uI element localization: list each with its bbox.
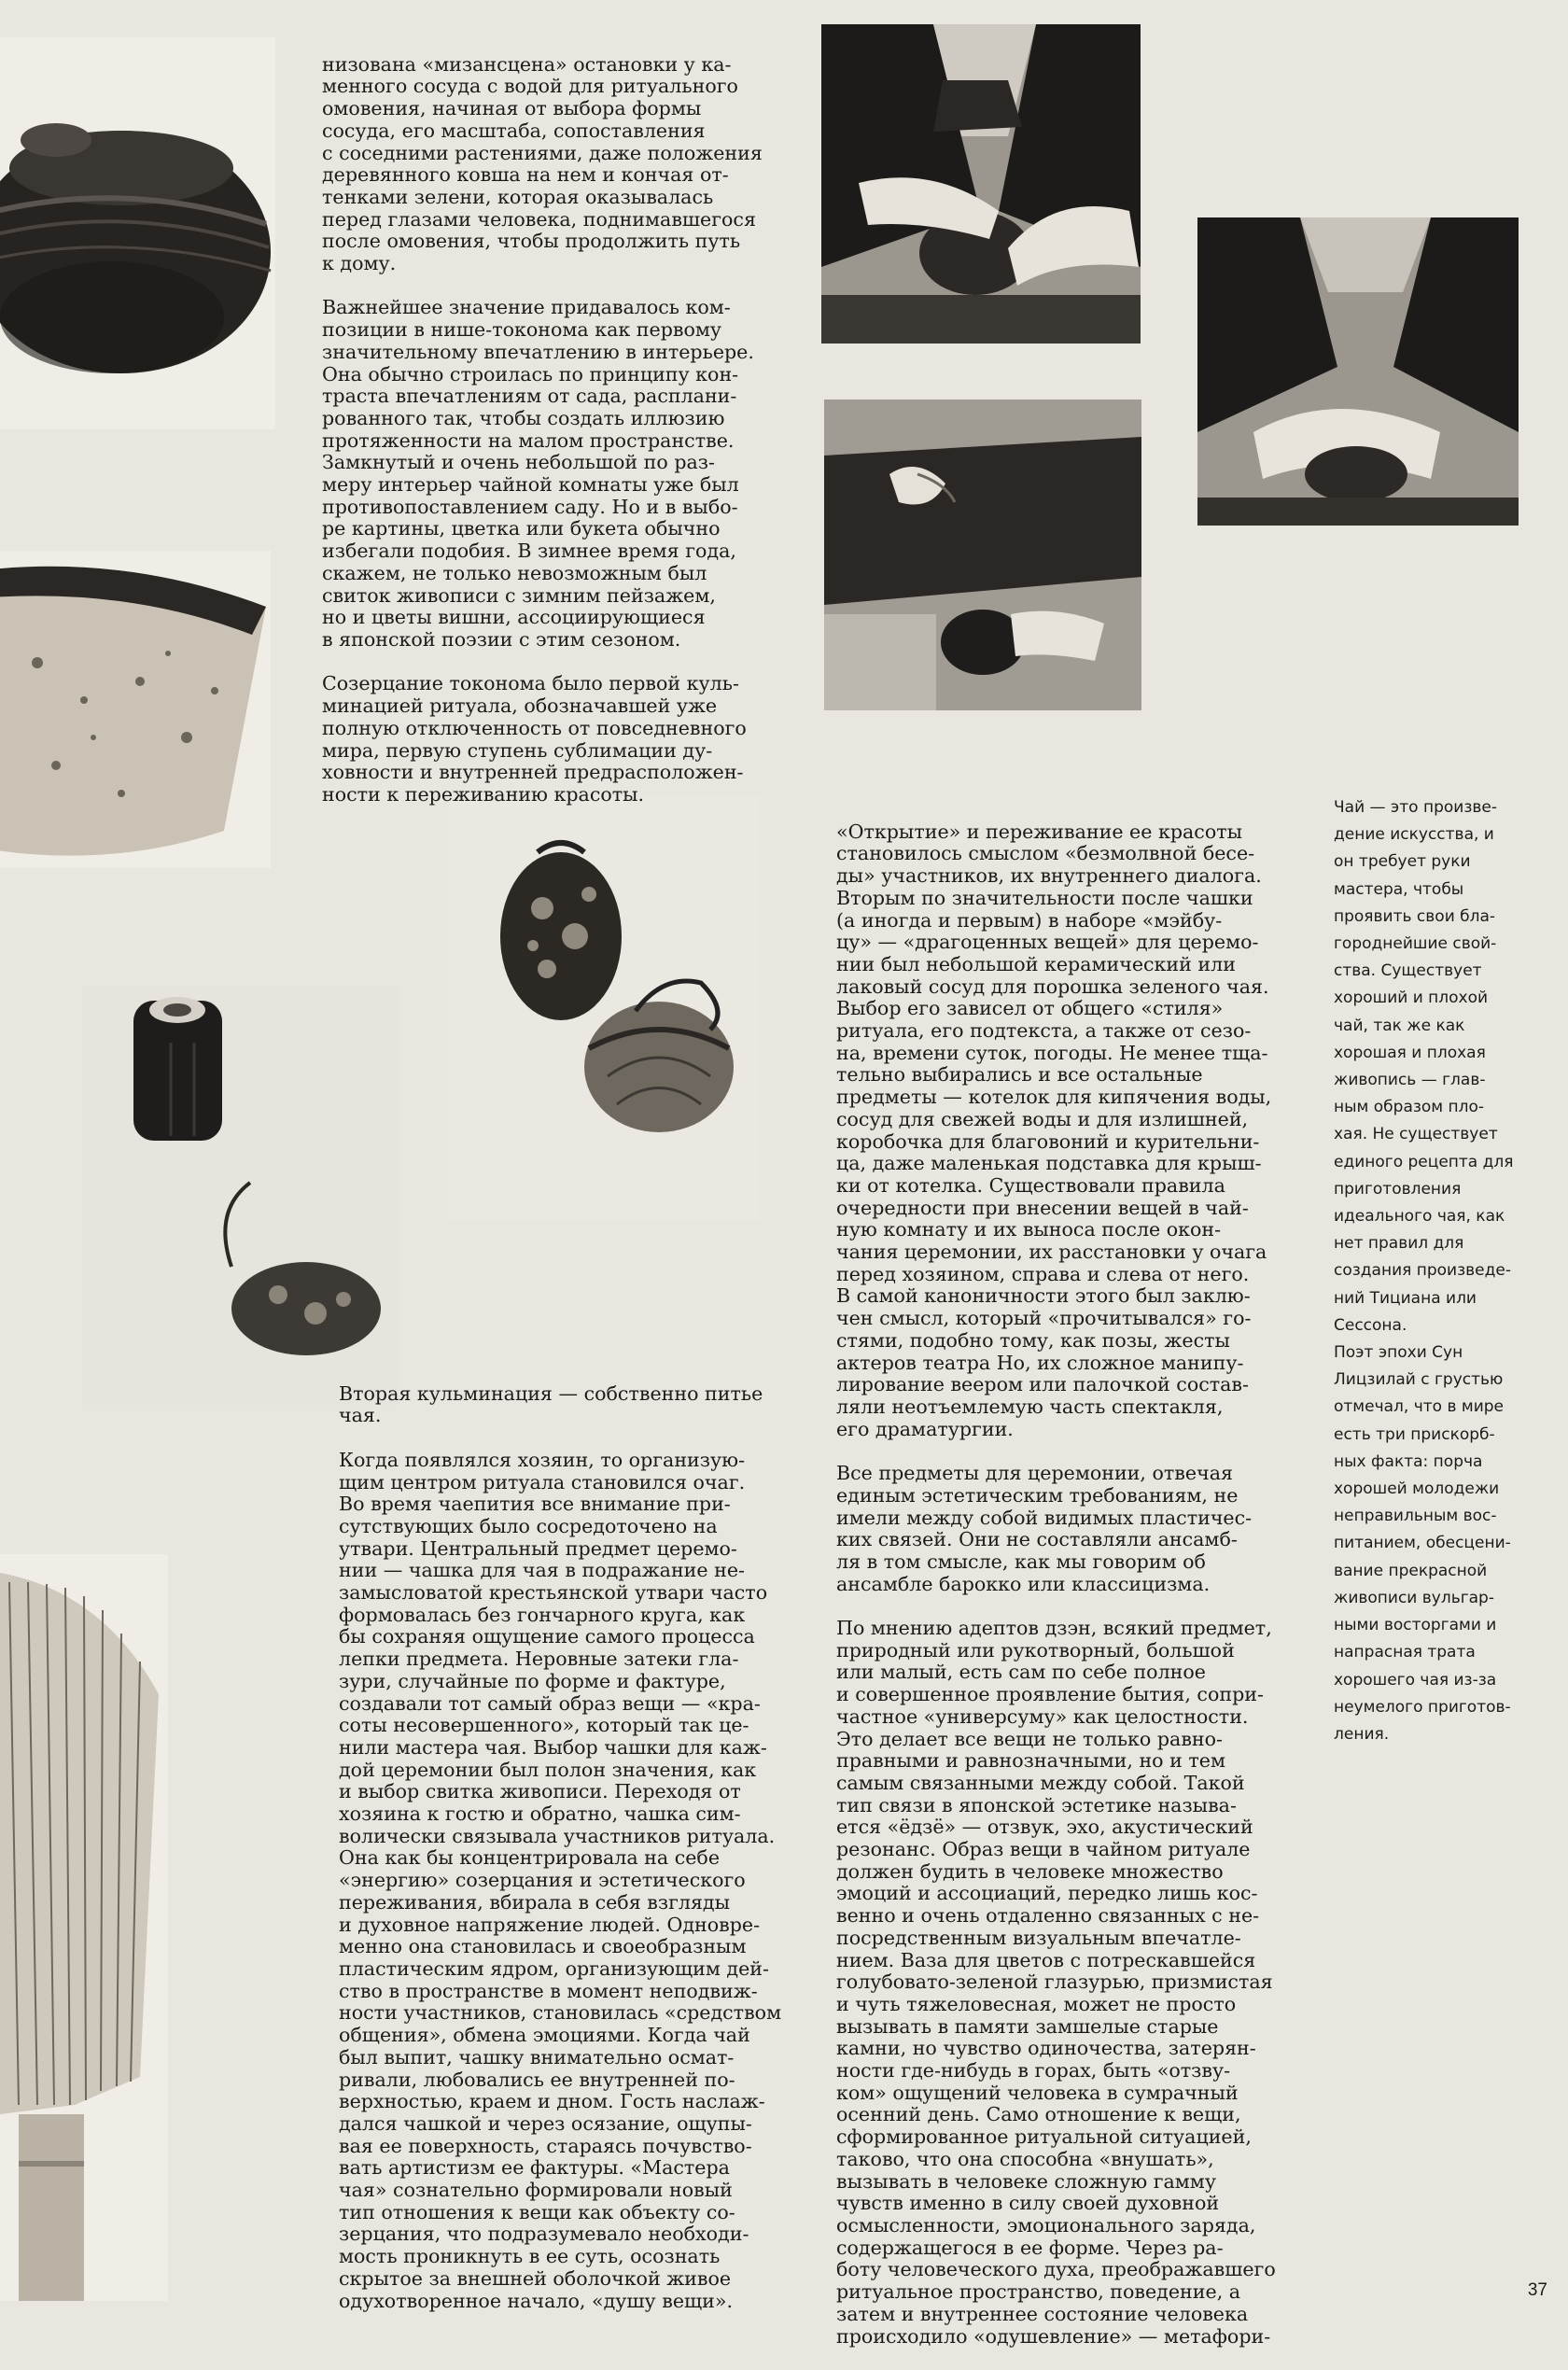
photo-hands-wiping-bowl xyxy=(824,400,1141,710)
quote-paragraph: Чай — это произве- дение искусства, и он требует руки мастера, чтобы проявить свои бла- городнейшие свой- ства. Существует хороший и плохой чай, так же как хорошая и плохая живопись — глав- ным образом пло- хая. Не существует единого рецепта для приготовления идеального чая, как нет правил для создания произведе- ний Тициана или Сессона. xyxy=(1334,798,1514,1335)
photo-tea-caddy-and-pouch xyxy=(82,987,399,1405)
text-column-bottom-left xyxy=(339,1361,787,2335)
paragraph: низована «мизансцена» остановки у ка- менного сосуда с водой для ритуального омовения, начиная от выбора формы сосуда, его масштаба, сопоставления с соседними растениями, даже положения деревянного ковша на нем и кончая от- тенками зелени, которая оказывалась перед глазами человека, поднимавшегося после омовения, чтобы продолжить путь к дому. xyxy=(322,52,763,275)
paragraph: Созерцание токонома было первой куль- минацией ритуала, обозначавшей уже полную отключенность от повседневного мира, первую ступень сублимации ду- ховности и внутренней предрасположен- ности к переживанию красоты. xyxy=(322,672,747,806)
paragraph: «Открытие» и переживание ее красоты становилось смыслом «безмолвной бесе- ды» участников, их внутреннего диалога. Вторым по значительности после чашки (а иногда и первым) в наборе «мэйбу- цу» — «драгоценных вещей» для церемо- нии был небольшой керамический или лаковый сосуд для порошка зеленого чая. Выбор его зависел от общего «стиля» ритуала, его подтекста, а также от сезо- на, времени суток, погоды. Не менее тща- тельно выбирались и все остальные предметы — котелок для кипячения воды, сосуд для свежей воды и для излишней, коробочка для благовоний и курительни- ца, даже маленькая подставка для крыш- ки от котелка. Существовали правила очередности при внесении вещей в чай- ную комнату и их выноса после окон- чания церемонии, их расстановки у очага перед хозяином, справа и слева от него. В самой каноничности этого был заклю- чен смысл, который «прочитывался» го- стями, подобно тому, как позы, жесты актеров театра Но, их сложное манипу- лирование веером или палочкой состав- ляли неотъемлемую часть спектакля, его драматургии. xyxy=(836,820,1272,1440)
photo-hands-covering-bowl xyxy=(1197,217,1519,526)
text-column-top-left xyxy=(322,32,768,828)
paragraph: Важнейшее значение придавалось ком- позиции в нише-токонома как первому значительному впечатлению в интерьере. Она обычно строилась по принципу кон- траста впечатлениям от сада, расплани- рованного так, чтобы создать иллюзию протяженности на малом пространстве. Замкнутый и очень небольшой по раз- меру интерьер чайной комнаты уже был противопоставлением саду. Но и в выбо- ре картины, цветка или букета обычно избегали подобия. В зимнее время года, скажем, не только невозможным был свиток живописи с зимним пейзажем, но и цветы вишни, ассоциирующиеся в японской поэзии с этим сезоном. xyxy=(322,296,754,651)
paragraph: Все предметы для церемонии, отвечая единым эстетическим требованиям, не имели между собой видимых пластичес- ких связей. Они не составляли ансамб- ля в том смысле, как мы говорим об ансамбле барокко или классицизма. xyxy=(836,1462,1253,1595)
paragraph: По мнению адептов дзэн, всякий предмет, природный или рукотворный, большой или малый, есть сам по себе полное и совершенное проявление бытия, сопри- частное «универсуму» как целостности. Это делает все вещи не только равно- правными и равнозначными, но и тем самым связанными между собой. Такой тип связи в японской эстетике называ- ется «ёдзё» — отзвук, эхо, акустический резонанс. Образ вещи в чайном ритуале должен будить в человеке множество эмоций и ассоциаций, передко лишь кос- венно и очень отдаленно связанных с не- посредственным визуальным впечатле- нием. Ваза для цветов с потрескавшейся голубовато-зеленой глазурью, призмистая и чуть тяжеловесная, может не просто вызывать в памяти замшелые старые камни, но чувство одиночества, затерян- ности где-нибудь в горах, быть «отзву- ком» ощущений человека в сумрачный осенний день. Само отношение к вещи, сформированное ритуальной ситуацией, таково, что она способна «внушать», вызывать в человеке сложную гамму чувств именно в силу своей духовной осмысленности, эмоционального заряда, содержащегося в ее форме. Через ра- боту человеческого духа, преображавшего ритуальное пространство, поведение, а затем и внутреннее состояние человека происходило «одушевление» — метафори- xyxy=(836,1617,1276,2348)
photo-ceramic-bowl xyxy=(0,551,271,868)
photo-bamboo-whisk xyxy=(0,1554,168,2301)
quote-paragraph: Поэт эпохи Сун Лицзилай с грустью отмечал, что в мире есть три прискорб- ных факта: порча хорошей молодежи неправильным вос- питанием, обесцени- вание прекрасной живописи вульгар- ными восторгами и напрасная трата хорошего чая из-за неумелого приготов- ления. xyxy=(1334,1343,1511,1744)
text-column-right xyxy=(836,799,1284,2370)
sidebar-quote xyxy=(1334,794,1532,1748)
photo-brocade-pouches xyxy=(449,796,759,1221)
paragraph: Когда появлялся хозяин, то организую- щим центром ритуала становился очаг. Во время чаепития все внимание при- сутствующих было сосредоточено на утвари. Центральный предмет церемо- нии — чашка для чая в подражание не- замысловатой крестьянской утвари часто формовалась без гончарного круга, как бы сохраняя ощущение самого процесса лепки предмета. Неровные затеки гла- зури, случайные по форме и фактуре, создавали тот самый образ вещи — «кра- соты несовершенного», который так це- нили мастера чая. Выбор чашки для каж- дой церемонии был полон значения, как и выбор свитка живописи. Переходя от хозяина к гостю и обратно, чашка сим- волически связывала участников ритуала. Она как бы концентрировала на себе «энергию» созерцания и эстетического переживания, вбирала в себя взгляды и духовное напряжение людей. Одновре- менно она становилась и своеобразным пластическим ядром, организующим дей- ство в пространстве в момент неподвиж- ности участников, становилась «средством общения», обмена эмоциями. Когда чай был выпит, чашку внимательно осмат- ривали, любовались ее внутренней по- верхностью, краем и дном. Гость наслаж- дался чашкой и через осязание, ощупы- вая ее поверхность, стараясь почувство- вать артистизм ее фактуры. «Мастера чая» сознательно формировали новый тип отношения к вещи как объекту со- зерцания, что подразумевало необходи- мость проникнуть в ее суть, осознать скрытое за внешней оболочкой живое одухотворенное начало, «душу вещи». xyxy=(339,1448,782,2312)
photo-hands-holding-bowl xyxy=(821,24,1141,344)
page-number: 37 xyxy=(1527,2280,1547,2300)
photo-tea-kettle xyxy=(0,37,275,429)
paragraph: Вторая кульминация — собственно питье чая. xyxy=(339,1381,763,1427)
